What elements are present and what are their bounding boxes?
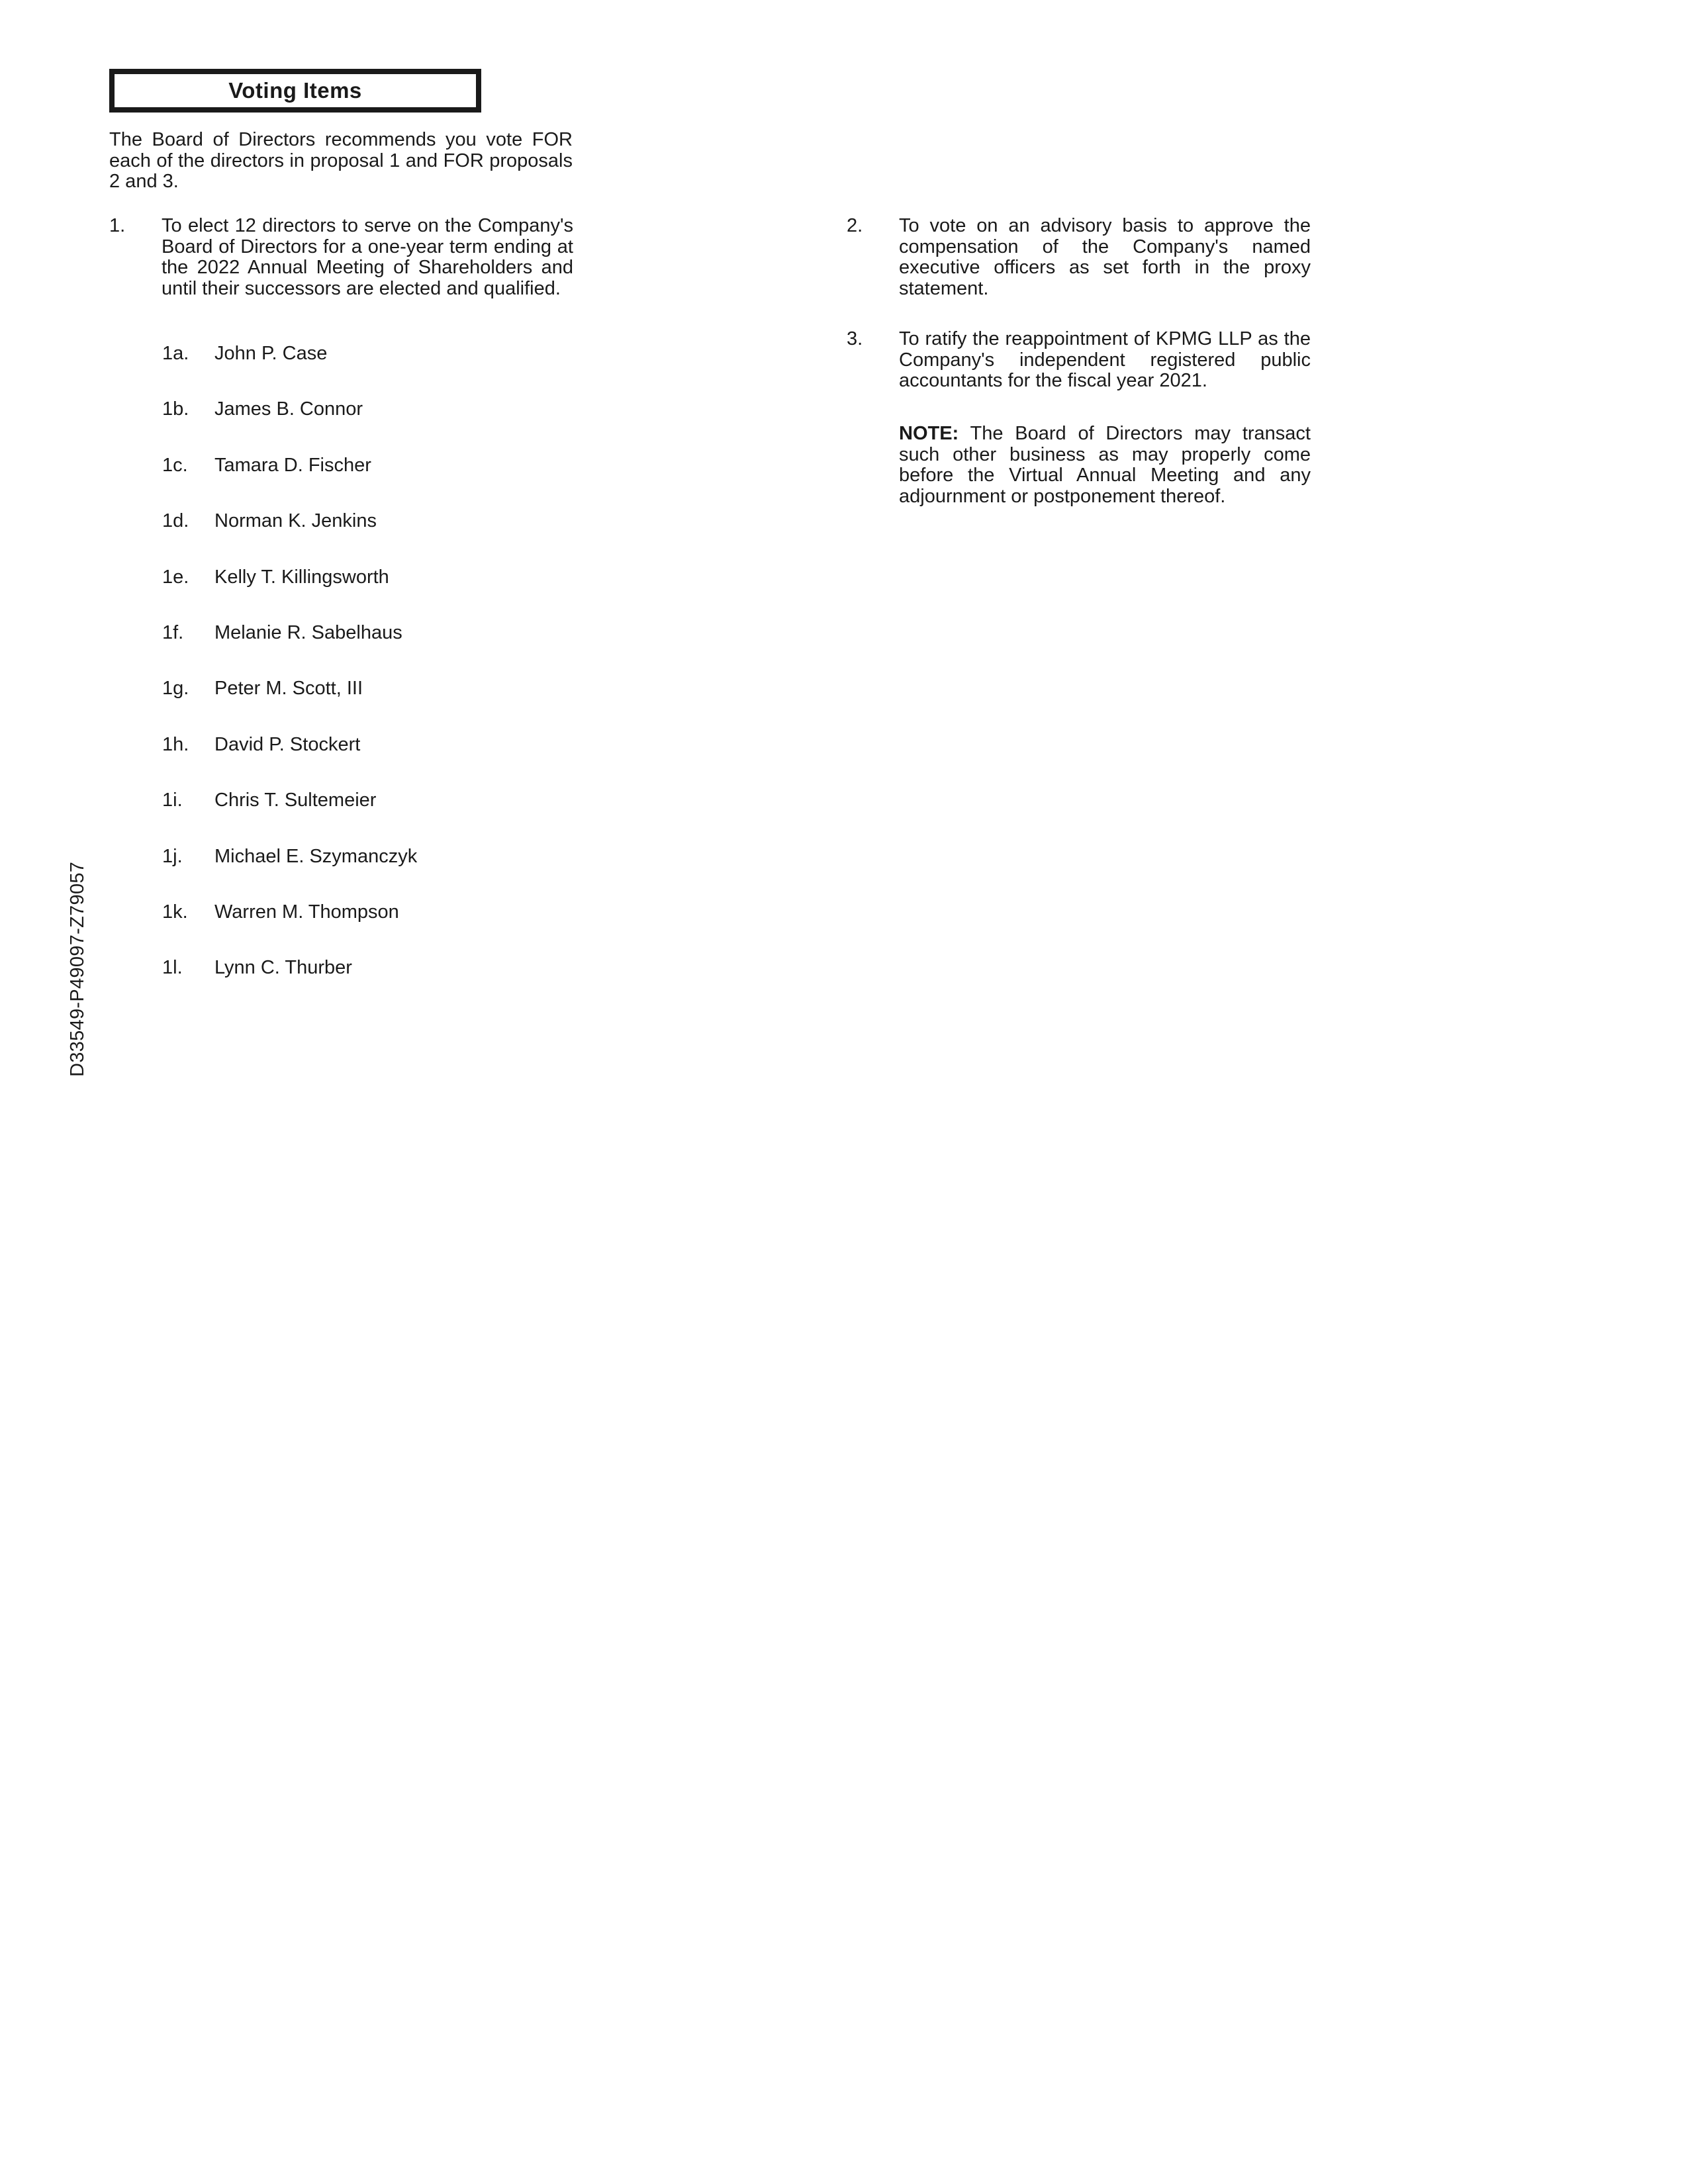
- board-recommendation-text: The Board of Directors recommends you vote FOR each of the directors in proposal 1 and FOR proposals 2 and 3.: [109, 129, 573, 192]
- nominee-item: [162, 510, 559, 566]
- nominee-id: 1k.: [162, 901, 188, 923]
- note-paragraph: [899, 424, 1311, 507]
- nominee-name: Lynn C. Thurber: [214, 957, 352, 979]
- nominee-id: 1b.: [162, 398, 189, 420]
- nominee-item: [162, 567, 559, 622]
- proposal-number: 2.: [847, 215, 863, 236]
- nominee-item: [162, 678, 559, 733]
- proposal-3: [847, 329, 1311, 402]
- nominee-item: [162, 901, 559, 957]
- nominee-name: James B. Connor: [214, 398, 363, 420]
- voting-items-header: [109, 69, 481, 113]
- proposal-1: [109, 216, 573, 308]
- nominee-id: 1h.: [162, 733, 189, 755]
- note-text: The Board of Directors may transact such other business as may properly come before the Virtual Annual Meeting and any adjournment or postponement thereof.: [899, 423, 1311, 507]
- nominee-name: Warren M. Thompson: [214, 901, 399, 923]
- nominee-id: 1j.: [162, 845, 183, 867]
- proposal-number: 3.: [847, 328, 863, 349]
- proposal-text: To elect 12 directors to serve on the Company's Board of Directors for a one-year term ending at the 2022 Annual Meeting of Shareholders and until their successors are elected and qualified.: [162, 215, 573, 299]
- nominee-id: 1i.: [162, 790, 183, 811]
- nominee-item: [162, 790, 559, 845]
- note-label: NOTE:: [899, 423, 959, 444]
- document-code-text: D33549-P49097-Z79057: [67, 861, 88, 1077]
- nominee-item: [162, 734, 559, 790]
- nominee-item: [162, 846, 559, 901]
- nominee-id: 1a.: [162, 343, 189, 364]
- nominee-name: Norman K. Jenkins: [214, 510, 377, 532]
- nominee-id: 1f.: [162, 621, 184, 643]
- nominee-name: John P. Case: [214, 343, 328, 364]
- nominee-name: Melanie R. Sabelhaus: [214, 621, 402, 643]
- nominee-id: 1c.: [162, 454, 188, 476]
- nominee-item: [162, 957, 559, 1013]
- nominee-name: David P. Stockert: [214, 733, 361, 755]
- nominee-id: 1l.: [162, 957, 183, 979]
- nominee-name: Michael E. Szymanczyk: [214, 845, 418, 867]
- proposal-2: [847, 216, 1311, 308]
- nominee-id: 1e.: [162, 566, 189, 588]
- proposal-number: 1.: [109, 215, 126, 236]
- nominee-name: Chris T. Sultemeier: [214, 790, 377, 811]
- nominee-id: 1d.: [162, 510, 189, 532]
- voting-items-title: Voting Items: [228, 78, 362, 103]
- nominee-name: Peter M. Scott, III: [214, 678, 363, 700]
- nominee-name: Kelly T. Killingsworth: [214, 566, 389, 588]
- nominee-item: [162, 622, 559, 678]
- nominee-id: 1g.: [162, 678, 189, 700]
- nominee-name: Tamara D. Fischer: [214, 454, 371, 476]
- director-nominee-list: [162, 343, 559, 1013]
- proposal-text: To ratify the reappointment of KPMG LLP as the Company's independent registered public accountants for the fiscal year 2021.: [899, 328, 1311, 391]
- nominee-item: [162, 455, 559, 510]
- nominee-item: [162, 398, 559, 454]
- proposal-text: To vote on an advisory basis to approve the compensation of the Company's named executive officers as set forth in the proxy statement.: [899, 215, 1311, 299]
- nominee-item: [162, 343, 559, 398]
